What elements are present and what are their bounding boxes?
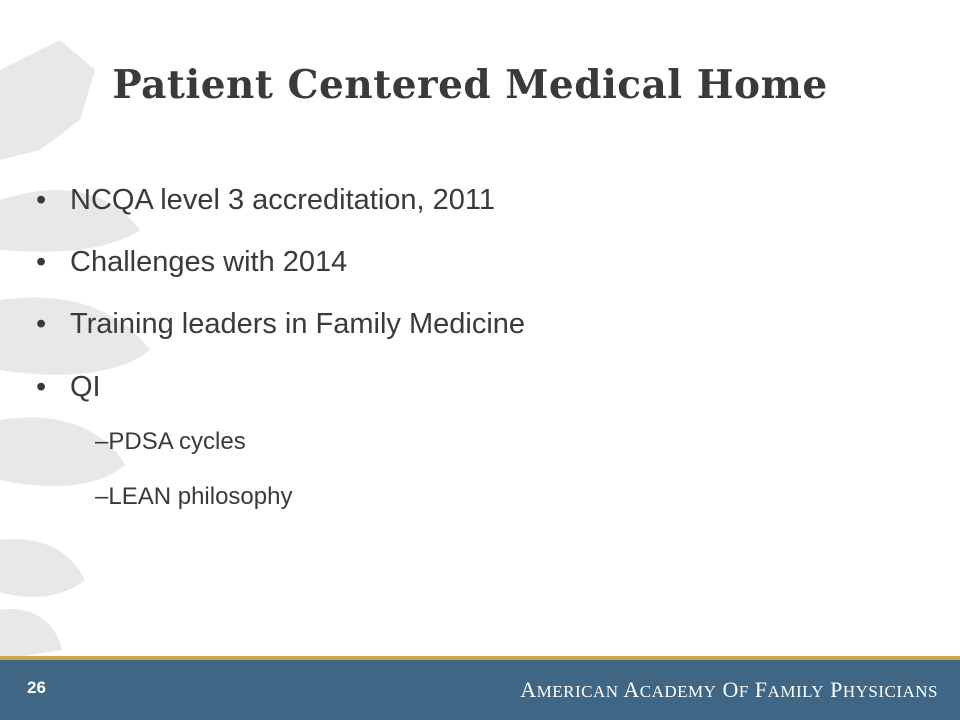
- footer-band: [0, 660, 960, 720]
- org-smallcaps: AMILY: [767, 682, 825, 701]
- sub-bullet-item: [95, 428, 246, 456]
- org-letter: O: [722, 677, 739, 702]
- org-letter: P: [830, 677, 843, 702]
- bullet-marker: •: [36, 246, 47, 278]
- sub-bullet-marker: –: [95, 428, 109, 455]
- bullet-item: [36, 370, 101, 404]
- bullet-text: Training leaders in Family Medicine: [70, 308, 526, 340]
- sub-bullet-item: [95, 483, 292, 511]
- bullet-item: [36, 183, 495, 217]
- org-smallcaps: MERICAN: [536, 682, 619, 701]
- bullet-text: NCQA level 3 accreditation, 2011: [70, 184, 496, 216]
- org-smallcaps: HYSICIANS: [842, 682, 938, 701]
- org-letter: F: [754, 677, 768, 702]
- bullet-marker: •: [36, 371, 47, 403]
- org-letter: A: [520, 677, 537, 702]
- organization-name: [520, 677, 938, 703]
- sub-bullet-text: PDSA cycles: [108, 428, 246, 455]
- bullet-text: Challenges with 2014: [70, 246, 348, 278]
- page-number: 26: [27, 678, 46, 697]
- org-smallcaps: F: [738, 682, 749, 701]
- slide-title: Patient Centered Medical Home: [112, 62, 828, 108]
- bullet-item: [36, 245, 347, 279]
- sub-bullet-text: LEAN philosophy: [108, 483, 293, 510]
- org-smallcaps: CADEMY: [639, 682, 717, 701]
- bullet-item: [36, 307, 525, 341]
- bullet-marker: •: [36, 308, 47, 340]
- bullet-text: QI: [70, 371, 101, 403]
- bullet-marker: •: [36, 184, 47, 216]
- sub-bullet-marker: –: [95, 483, 109, 510]
- org-letter: A: [623, 677, 640, 702]
